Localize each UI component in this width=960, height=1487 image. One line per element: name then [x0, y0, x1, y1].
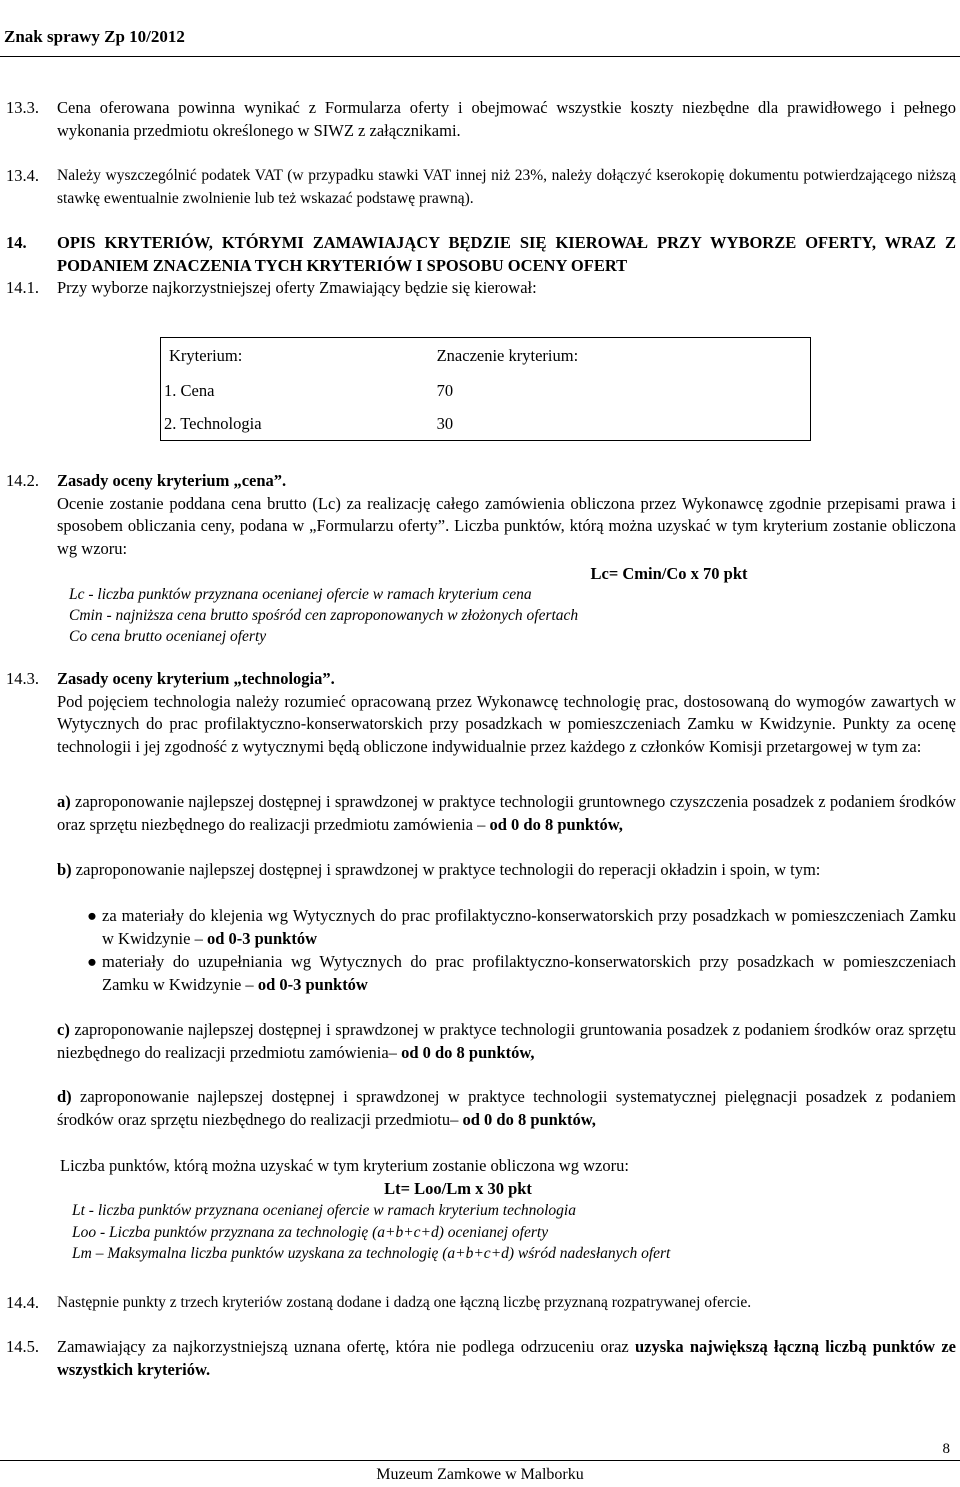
criterion-weight: 70: [436, 380, 454, 400]
section-14-2: [6, 470, 956, 647]
item-text: zaproponowanie najlepszej dostępnej i sprawdzonej w praktyce technologii gruntowania posadzek z podaniem środków oraz sprzętu niezbędnego do realizacji przedmiotu zamówienia–: [57, 1020, 956, 1062]
legend-item: Lc - liczba punktów przyznana ocenianej ofercie w ramach kryterium cena: [69, 585, 532, 603]
section-13-4: [6, 165, 956, 210]
item-label: b): [57, 860, 72, 879]
section-text: Cena oferowana powinna wynikać z Formularza oferty i obejmować wszystkie koszty niezbędne dla prawidłowego i pełnego wykonania przedmiotu określonego w SIWZ z załącznikami.: [57, 98, 956, 140]
item-points: od 0 do 8 punktów,: [462, 1109, 596, 1129]
criterion-c: [57, 1019, 956, 1064]
criterion-a-text: [57, 791, 956, 836]
section-number: 13.4.: [6, 166, 39, 185]
section-intro: Pod pojęciem technologia należy rozumieć opracowaną przez Wykonawcę technologię prac, dostosowaną do wymogów zawartych w Wytycznych do prac profilaktyczno-konserwatorskich przy posadzkach w pomieszczeniach Zamku w Kwidzynie. Punkty za ocenę technologii i jej zgodność z wytycznymi będą obliczone indywidualnie przez każdego z członków Komisji przetargowej w tym za:: [57, 691, 956, 756]
section-number: 14.3.: [6, 669, 39, 688]
criterion-b: [57, 859, 956, 882]
section-text-content: Przy wyborze najkorzystniejszej oferty Zmawiający będzie się kierował:: [57, 278, 537, 297]
footer-institution: Muzeum Zamkowe w Malborku: [376, 1466, 584, 1483]
section-14-4: [6, 1292, 956, 1315]
table-header-row: [161, 338, 811, 375]
criterion-b-text: [57, 859, 956, 882]
item-text: za materiały do klejenia wg Wytycznych do prac profilaktyczno-konserwatorskich przy posadzkach w pomieszczeniach Zamku w Kwidzynie –: [102, 906, 956, 948]
criterion-label: 2. Technologia: [164, 413, 262, 433]
legend-item: Lm – Maksymalna liczba punktów uzyskana za technologię (a+b+c+d) wśród nadesłanych ofert: [72, 1245, 671, 1262]
page-number: 8: [942, 1441, 950, 1457]
criterion-c-text: [57, 1019, 956, 1064]
section-text: Należy wyszczególnić podatek VAT (w przypadku stawki VAT innej niż 23%, należy dołączyć kserokopię dokumentu potwierdzającego niższą stawkę ewentualnie zwolnienie lub też wskazać podstawę prawną).: [57, 167, 956, 207]
section-number: 14.1.: [6, 278, 39, 297]
section-text-bold: uzyska największą łączną liczbą punktów ze wszystkich kryteriów.: [57, 1337, 956, 1379]
section-body: [57, 668, 956, 758]
criterion-weight: 30: [436, 413, 454, 433]
section-14-3: [6, 668, 956, 758]
table-row: [161, 374, 811, 407]
criteria-table: [160, 337, 811, 441]
bullet-icon: ●: [87, 906, 97, 925]
criterion-d: [57, 1086, 956, 1131]
section-14-heading: [6, 232, 956, 277]
section-title: OPIS KRYTERIÓW, KTÓRYMI ZAMAWIAJĄCY BĘDZIE SIĘ KIEROWAŁ PRZY WYBORZE OFERTY, WRAZ Z PODANIEM ZNACZENIA TYCH KRYTERIÓW I SPOSOBU OCENY OFERT: [57, 233, 956, 275]
section-text: Ocenie zostanie poddana cena brutto (Lc) za realizację całego zamówienia obliczona przez Wykonawcę zgodnie przepisami prawa i sposobem obliczania ceny, podana w „Formularzu oferty”. Liczba punktów, którą można uzyskać w tym kryterium zostanie obliczona wg wzoru:: [57, 493, 956, 558]
item-text: zaproponowanie najlepszej dostępnej i sprawdzonej w praktyce technologii do reperacji okładzin i spoin, w tym:: [71, 860, 821, 879]
section-text-plain: Zamawiający za najkorzystniejszą uznana ofertę, która nie podlega odrzuceniu oraz: [57, 1337, 635, 1356]
item-text: zaproponowanie najlepszej dostępnej i sprawdzonej w praktyce technologii gruntownego czyszczenia posadzek z podaniem środków oraz sprzętu niezbędnego do realizacji przedmiotu zamówienia –: [57, 792, 956, 834]
header-divider: [0, 56, 960, 57]
technology-formula-block: [60, 1155, 956, 1265]
list-item-text: [102, 905, 956, 950]
legend-item: Loo - Liczba punktów przyznana za technologię (a+b+c+d) ocenianej oferty: [72, 1223, 549, 1241]
technology-formula: Lt= Loo/Lm x 30 pkt: [384, 1178, 532, 1198]
section-text: Następnie punkty z trzech kryteriów zostaną dodane i dadzą one łączną liczbę przyznaną rozpatrywanej ofercie.: [57, 1294, 752, 1311]
item-points: od 0-3 punktów: [206, 928, 317, 948]
item-label: d): [57, 1087, 72, 1106]
header-weight: Znaczenie kryterium:: [436, 346, 579, 365]
section-text: [57, 1336, 956, 1381]
section-14-5: [6, 1336, 956, 1381]
section-14-1: [6, 277, 956, 300]
item-label: c): [57, 1020, 70, 1039]
section-number: 14.2.: [6, 471, 39, 490]
formula-legend: [57, 584, 956, 647]
formula-legend: [60, 1200, 956, 1265]
section-number: 14.4.: [6, 1293, 39, 1312]
criterion-d-text: [57, 1086, 956, 1131]
section-number: 13.3.: [6, 98, 39, 117]
bullet-icon: ●: [87, 952, 97, 971]
item-label: a): [57, 792, 71, 811]
list-item: [85, 905, 956, 950]
legend-item: Co cena brutto ocenianej oferty: [69, 627, 267, 645]
item-text: materiały do uzupełniania wg Wytycznych do prac profilaktyczno-konserwatorskich przy posadzkach w pomieszczeniach Zamku w Kwidzynie –: [102, 952, 956, 994]
section-title: Zasady oceny kryterium „technologia”.: [57, 669, 335, 688]
section-title: Zasady oceny kryterium „cena”.: [57, 471, 287, 490]
formula-intro: Liczba punktów, którą można uzyskać w tym kryterium zostanie obliczona wg wzoru:: [60, 1156, 629, 1175]
section-text: [57, 277, 956, 300]
legend-item: Lt - liczba punktów przyznana ocenianej ofercie w ramach kryterium technologia: [72, 1202, 576, 1219]
item-points: od 0 do 8 punktów,: [401, 1042, 535, 1062]
section-number: 14.: [6, 233, 27, 252]
footer-divider: [0, 1460, 960, 1461]
header-criterion: Kryterium:: [169, 346, 243, 365]
section-body: [57, 470, 956, 647]
criterion-a: [57, 791, 956, 836]
table-row: [161, 407, 811, 441]
legend-item: Cmin - najniższa cena brutto spośród cen zaproponowanych w złożonych ofertach: [69, 606, 579, 624]
list-item-text: [102, 951, 956, 996]
section-number: 14.5.: [6, 1337, 39, 1356]
criterion-label: 1. Cena: [164, 380, 215, 400]
item-points: od 0 do 8 punktów,: [489, 814, 623, 834]
item-text: zaproponowanie najlepszej dostępnej i sprawdzonej w praktyce technologii systematycznej pielęgnacji posadzek z podaniem środków oraz sprzętu niezbędnego do realizacji przedmiotu–: [57, 1087, 956, 1129]
price-formula: Lc= Cmin/Co x 70 pkt: [590, 564, 748, 583]
list-item: [85, 951, 956, 996]
case-number-header: Znak sprawy Zp 10/2012: [4, 27, 185, 46]
section-13-3: [6, 97, 956, 142]
item-points: od 0-3 punktów: [257, 974, 368, 994]
